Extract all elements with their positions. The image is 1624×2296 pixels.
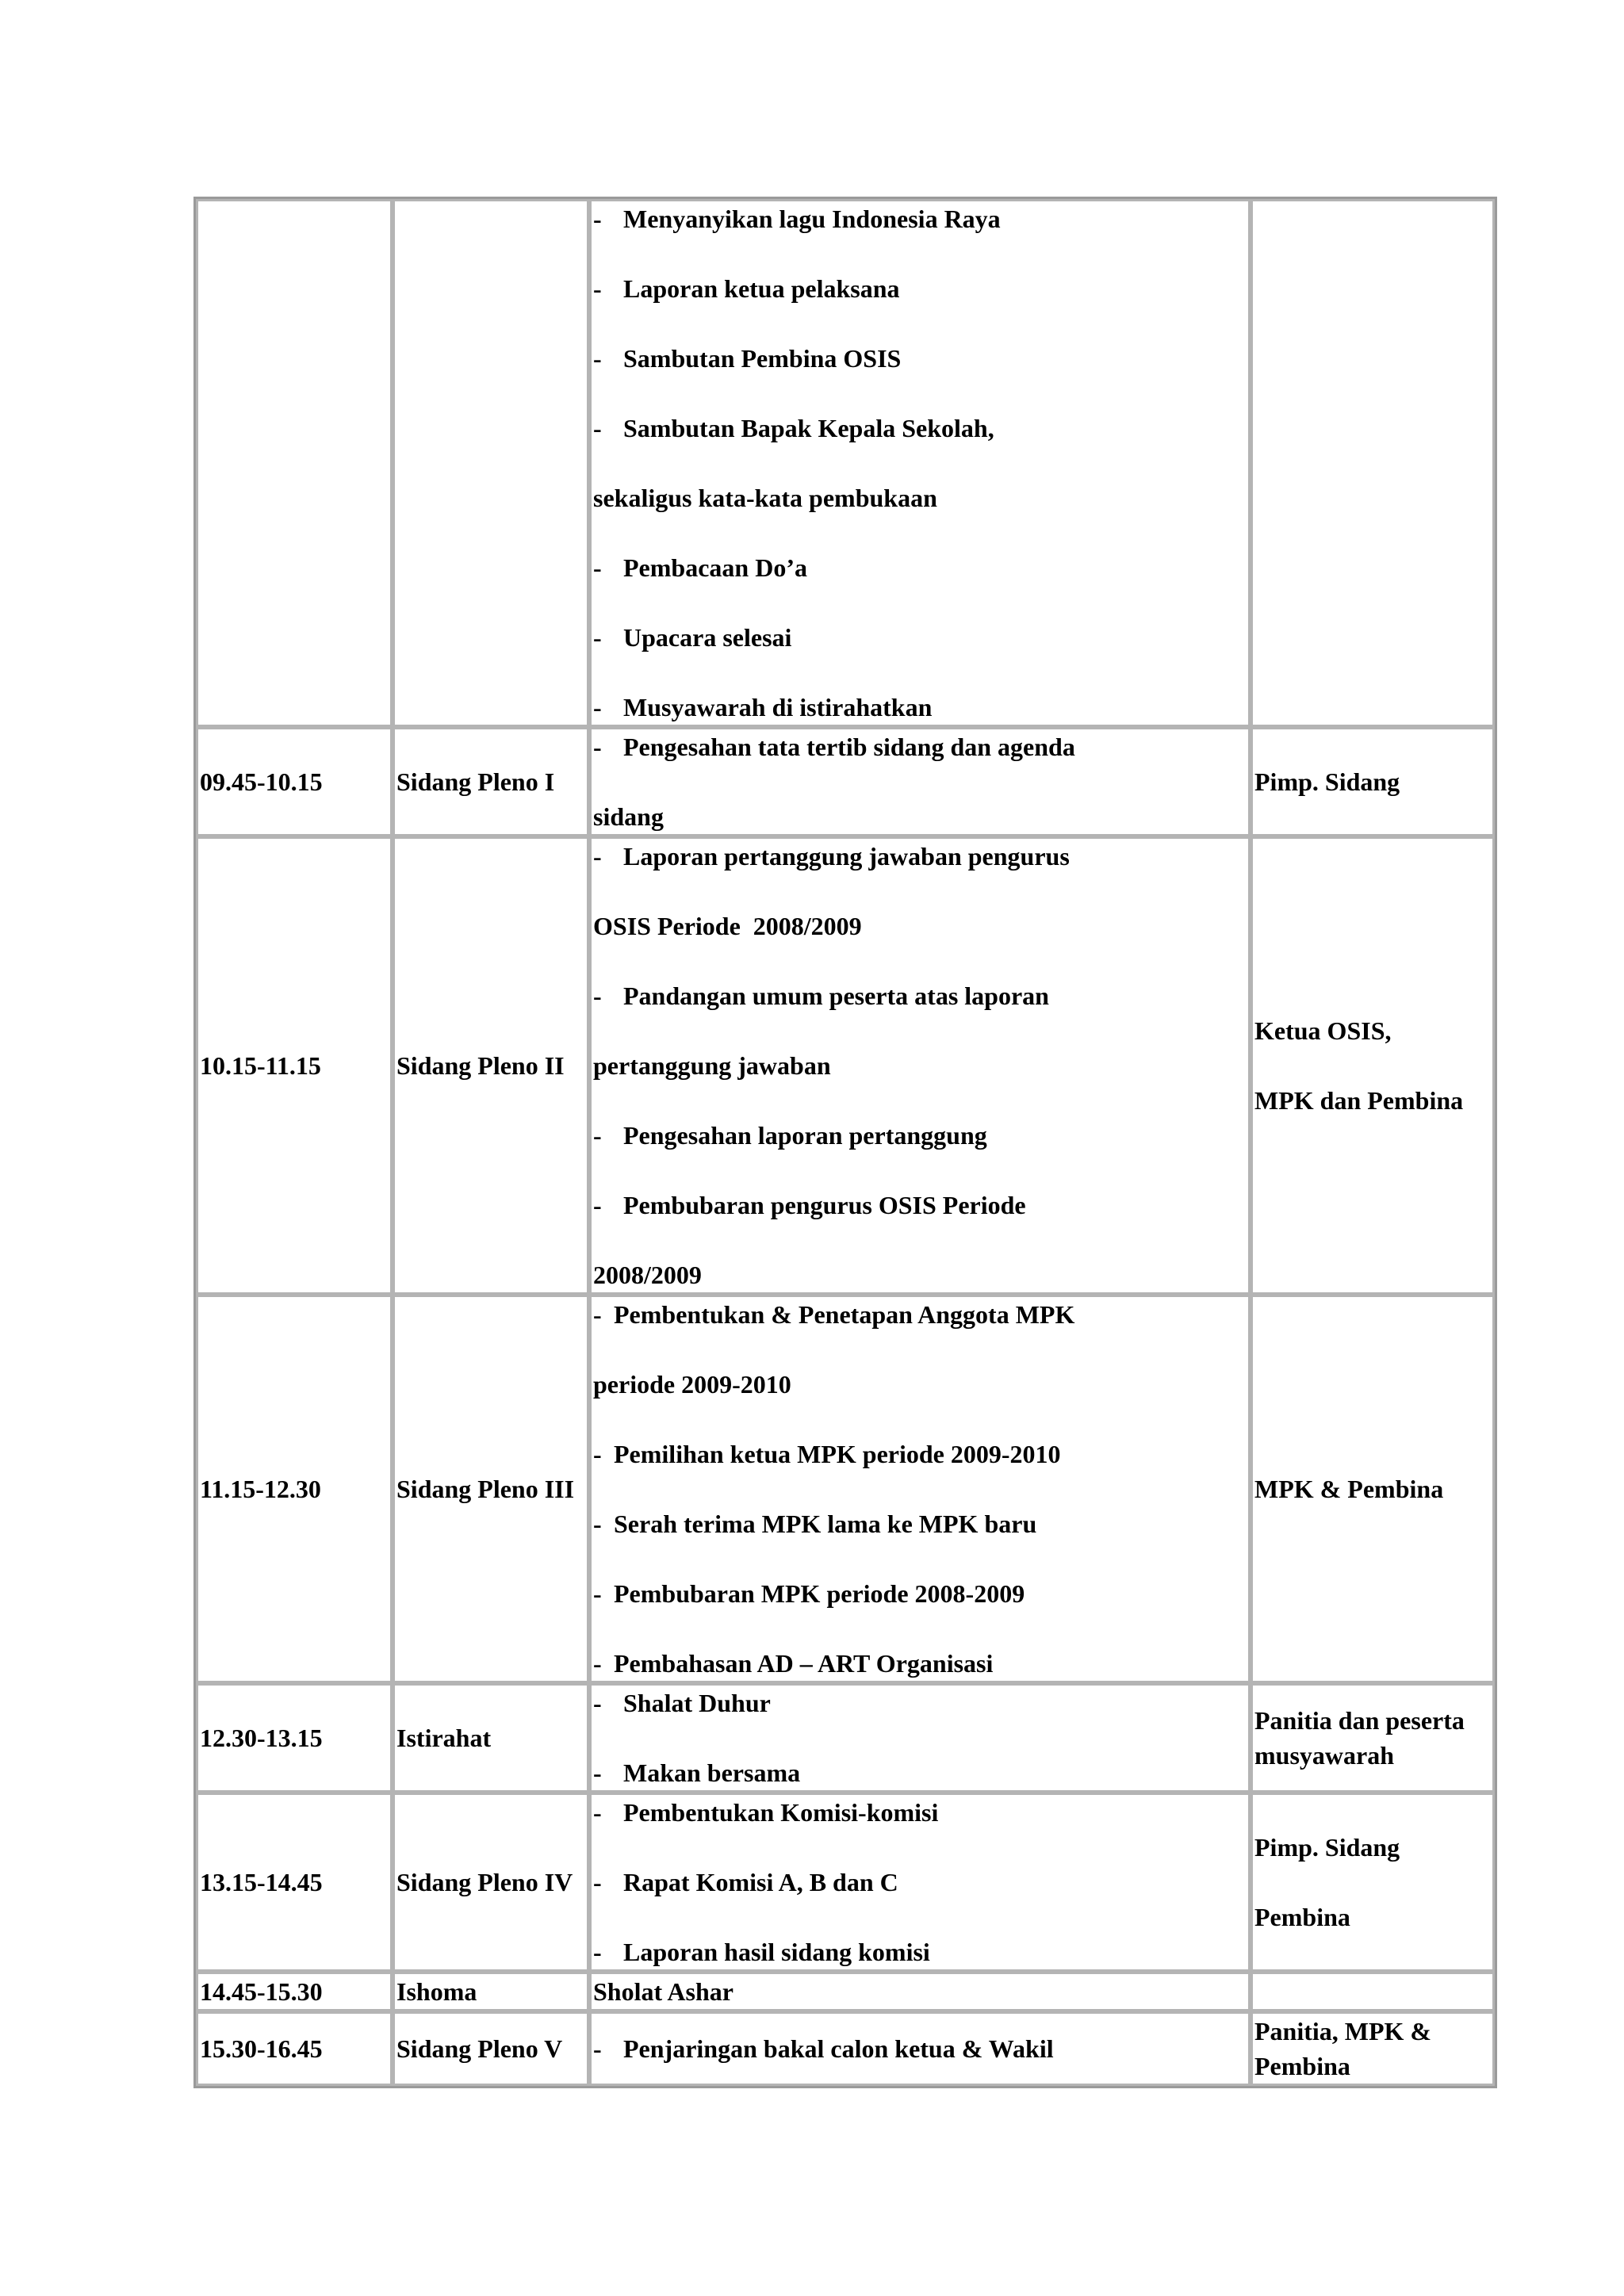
bullet-dash: -	[593, 1440, 602, 1468]
activity-text: Musyawarah di istirahatkan	[623, 693, 933, 721]
activity-text: sekaligus kata-kata pembukaan	[593, 484, 937, 512]
activity-item	[593, 690, 1247, 725]
activity-item	[593, 480, 1247, 550]
activity-item	[593, 1755, 1247, 1790]
bullet-dash: -	[593, 344, 602, 373]
bullet-dash: -	[593, 205, 602, 233]
bullet-dash: -	[593, 1121, 602, 1150]
session-cell: Sidang Pleno II	[393, 836, 589, 1295]
activity-item	[593, 620, 1247, 690]
pic-cell: Panitia dan peserta musyawarah	[1251, 1683, 1495, 1793]
schedule-table	[193, 197, 1497, 2088]
time-cell: 12.30-13.15	[196, 1683, 393, 1793]
bullet-dash: -	[593, 1191, 602, 1219]
bullet-dash: -	[593, 1798, 602, 1827]
activity-text: Pembahasan AD – ART Organisasi	[614, 1649, 994, 1678]
activity-text: Pembacaan Do’a	[623, 553, 807, 582]
activity-cell	[589, 1295, 1251, 1683]
activity-text: Upacara selesai	[623, 623, 792, 652]
time-cell: 15.30-16.45	[196, 2011, 393, 2086]
activity-item	[593, 1646, 1247, 1681]
table-row	[196, 1972, 1495, 2011]
time-cell: 09.45-10.15	[196, 727, 393, 836]
activity-item	[593, 1506, 1247, 1576]
bullet-dash: -	[593, 414, 602, 442]
activity-cell	[589, 1972, 1251, 2011]
activity-text: Pandangan umum peserta atas laporan	[623, 982, 1049, 1010]
time-cell	[196, 199, 393, 727]
activity-cell	[589, 2011, 1251, 2086]
activity-text: Laporan pertanggung jawaban pengurus	[623, 842, 1070, 871]
activity-item	[593, 1795, 1247, 1865]
activity-item	[593, 1257, 1247, 1292]
activity-item	[593, 978, 1247, 1048]
bullet-dash: -	[593, 553, 602, 582]
activity-item	[593, 1118, 1247, 1188]
activity-cell	[589, 199, 1251, 727]
bullet-dash: -	[593, 1938, 602, 1966]
pic-text: MPK dan Pembina	[1254, 1086, 1464, 1115]
pic-text: Pimp. Sidang	[1254, 767, 1400, 796]
pic-cell: Panitia, MPK & Pembina	[1251, 2011, 1495, 2086]
activity-text: Sambutan Pembina OSIS	[623, 344, 902, 373]
activity-item	[593, 1865, 1247, 1934]
session-cell: Sidang Pleno I	[393, 727, 589, 836]
activity-cell	[589, 727, 1251, 836]
activity-text: Rapat Komisi A, B dan C	[623, 1868, 898, 1896]
activity-item	[593, 550, 1247, 620]
activity-item	[593, 2031, 1247, 2066]
activity-item	[593, 799, 1247, 834]
activity-text: Pembentukan & Penetapan Anggota MPK	[614, 1300, 1075, 1329]
activity-text: Pengesahan tata tertib sidang dan agenda	[623, 733, 1075, 761]
bullet-dash: -	[593, 274, 602, 303]
activity-text: Menyanyikan lagu Indonesia Raya	[623, 205, 1001, 233]
activity-text: Sambutan Bapak Kepala Sekolah,	[623, 414, 994, 442]
pic-text: Ketua OSIS,	[1254, 1016, 1392, 1045]
session-cell: Sidang Pleno IV	[393, 1793, 589, 1972]
pic-text: Pembina	[1254, 1903, 1350, 1931]
session-cell: Sidang Pleno III	[393, 1295, 589, 1683]
activity-text: pertanggung jawaban	[593, 1051, 831, 1080]
activity-item	[593, 1576, 1247, 1646]
bullet-dash: -	[593, 693, 602, 721]
activity-text: OSIS Periode 2008/2009	[593, 912, 862, 940]
activity-text: Pemilihan ketua MPK periode 2009-2010	[614, 1440, 1061, 1468]
pic-cell	[1251, 199, 1495, 727]
bullet-dash: -	[593, 1510, 602, 1538]
bullet-dash: -	[593, 982, 602, 1010]
activity-text: Pembubaran pengurus OSIS Periode	[623, 1191, 1026, 1219]
activity-item	[593, 1188, 1247, 1257]
activity-text: Serah terima MPK lama ke MPK baru	[614, 1510, 1037, 1538]
activity-text: Pembubaran MPK periode 2008-2009	[614, 1579, 1025, 1608]
bullet-dash: -	[593, 1649, 602, 1678]
activity-item	[593, 1297, 1247, 1367]
bullet-dash: -	[593, 1579, 602, 1608]
time-cell: 14.45-15.30	[196, 1972, 393, 2011]
table-row	[196, 836, 1495, 1295]
activity-item	[593, 1367, 1247, 1437]
session-cell: Istirahat	[393, 1683, 589, 1793]
activity-text: Laporan hasil sidang komisi	[623, 1938, 930, 1966]
pic-text: Pimp. Sidang	[1254, 1833, 1400, 1862]
activity-item	[593, 1934, 1247, 1969]
table-row	[196, 1295, 1495, 1683]
table-row	[196, 2011, 1495, 2086]
activity-cell	[589, 836, 1251, 1295]
activity-text: Pengesahan laporan pertanggung	[623, 1121, 987, 1150]
activity-text: 2008/2009	[593, 1261, 702, 1289]
activity-item	[593, 341, 1247, 411]
time-cell: 11.15-12.30	[196, 1295, 393, 1683]
table-row	[196, 727, 1495, 836]
activity-text: Laporan ketua pelaksana	[623, 274, 900, 303]
activity-text: Makan bersama	[623, 1758, 801, 1787]
activity-item	[593, 1437, 1247, 1506]
pic-cell	[1251, 727, 1495, 836]
activity-item	[593, 1048, 1247, 1118]
activity-item	[593, 201, 1247, 271]
activity-item	[593, 839, 1247, 909]
session-cell	[393, 199, 589, 727]
activity-cell	[589, 1683, 1251, 1793]
activity-item	[593, 729, 1247, 799]
session-cell: Sidang Pleno V	[393, 2011, 589, 2086]
pic-cell	[1251, 1972, 1495, 2011]
bullet-dash: -	[593, 1689, 602, 1717]
bullet-dash: -	[593, 733, 602, 761]
bullet-dash: -	[593, 2034, 602, 2063]
bullet-dash: -	[593, 1758, 602, 1787]
bullet-dash: -	[593, 1868, 602, 1896]
activity-cell	[589, 1793, 1251, 1972]
activity-item	[593, 1686, 1247, 1755]
pic-cell	[1251, 1295, 1495, 1683]
table-row	[196, 1683, 1495, 1793]
activity-text: Penjaringan bakal calon ketua & Wakil	[623, 2034, 1054, 2063]
activity-text: sidang	[593, 802, 664, 831]
activity-item	[593, 411, 1247, 480]
table-row	[196, 1793, 1495, 1972]
session-cell: Ishoma	[393, 1972, 589, 2011]
activity-text: Sholat Ashar	[593, 1977, 733, 2006]
bullet-dash: -	[593, 842, 602, 871]
time-cell: 13.15-14.45	[196, 1793, 393, 1972]
table-row	[196, 199, 1495, 727]
activity-item	[593, 271, 1247, 341]
pic-text: MPK & Pembina	[1254, 1475, 1444, 1503]
activity-text: Pembentukan Komisi-komisi	[623, 1798, 939, 1827]
activity-item	[593, 909, 1247, 978]
activity-text: Shalat Duhur	[623, 1689, 771, 1717]
pic-cell	[1251, 836, 1495, 1295]
bullet-dash: -	[593, 1300, 602, 1329]
pic-cell	[1251, 1793, 1495, 1972]
activity-text: periode 2009-2010	[593, 1370, 791, 1399]
bullet-dash: -	[593, 623, 602, 652]
time-cell: 10.15-11.15	[196, 836, 393, 1295]
